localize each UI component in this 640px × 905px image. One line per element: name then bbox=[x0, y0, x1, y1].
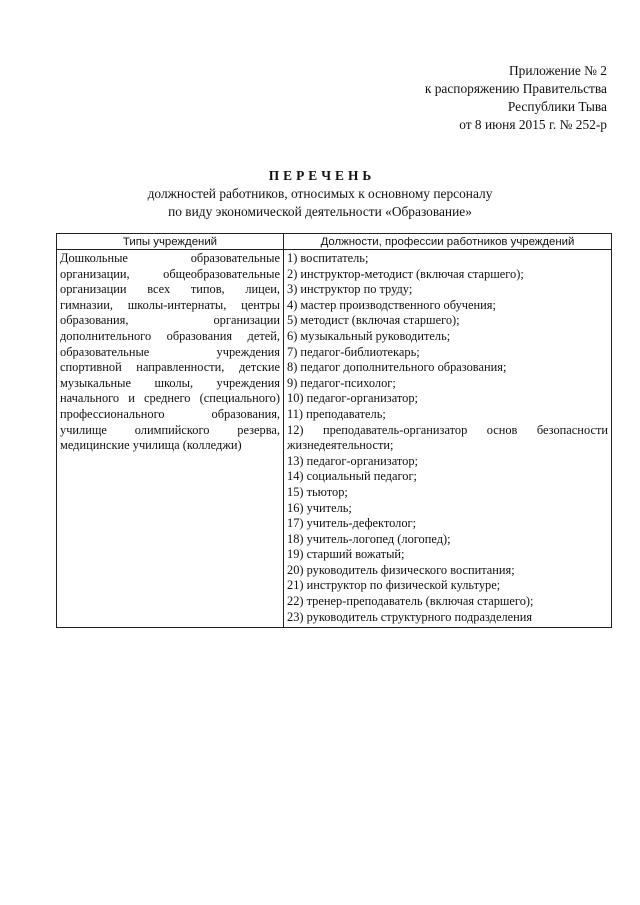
list-item: 4) мастер производственного обучения; bbox=[287, 297, 496, 312]
column-header-positions: Должности, профессии работников учреждений bbox=[284, 234, 612, 250]
list-item: 12) преподаватель-организатор основ безопасности жизнедеятельности; bbox=[287, 422, 608, 453]
list-item: 21) инструктор по физической культуре; bbox=[287, 578, 501, 593]
table-row bbox=[57, 250, 612, 628]
document-title-block bbox=[30, 167, 610, 221]
list-item: 22) тренер-преподаватель (включая старшего); bbox=[287, 594, 534, 609]
list-item: 5) методист (включая старшего); bbox=[287, 313, 460, 328]
appendix-header bbox=[347, 62, 607, 134]
list-item: 19) старший вожатый; bbox=[287, 547, 405, 562]
list-item: 7) педагог-библиотекарь; bbox=[287, 344, 420, 359]
list-item: 2) инструктор-методист (включая старшего); bbox=[287, 266, 524, 281]
list-item: 20) руководитель физического воспитания; bbox=[287, 562, 515, 577]
list-item: 14) социальный педагог; bbox=[287, 469, 417, 484]
appendix-order-reference: к распоряжению Правительства bbox=[424, 81, 607, 96]
document-subtitle-line2: по виду экономической деятельности «Образование» bbox=[168, 204, 472, 219]
list-item: 15) тьютор; bbox=[287, 484, 348, 499]
institution-types-cell: Дошкольные образовательные организации, общеобразовательные организации всех типов, лицеи, гимназии, школы-интернаты, центры образования, организации дополнительного образования детей, образовательные учреждения спортивной направленности, детские музыкальные школы, учреждения начального и среднего (специального) профессионального образования, училище олимпийского резерва, медицинские училища (колледжи) bbox=[57, 250, 284, 628]
list-item: 1) воспитатель; bbox=[287, 251, 369, 265]
positions-cell bbox=[284, 250, 612, 628]
table-header-row bbox=[57, 234, 612, 250]
list-item: 13) педагог-организатор; bbox=[287, 453, 418, 468]
appendix-republic: Республики Тыва bbox=[507, 99, 607, 114]
appendix-date: от 8 июня 2015 г. № 252-р bbox=[459, 117, 607, 132]
list-item: 23) руководитель структурного подразделения bbox=[287, 609, 533, 624]
column-header-types: Типы учреждений bbox=[57, 234, 284, 250]
list-item: 16) учитель; bbox=[287, 500, 352, 515]
positions-table bbox=[56, 233, 612, 628]
list-item: 17) учитель-дефектолог; bbox=[287, 516, 417, 531]
appendix-number: Приложение № 2 bbox=[508, 63, 607, 78]
list-item: 10) педагог-организатор; bbox=[287, 391, 418, 406]
list-item: 8) педагог дополнительного образования; bbox=[287, 360, 507, 375]
document-subtitle-line1: должностей работников, относимых к основному персоналу bbox=[147, 186, 493, 201]
list-item: 3) инструктор по труду; bbox=[287, 282, 413, 297]
list-item: 11) преподаватель; bbox=[287, 406, 386, 421]
list-item: 6) музыкальный руководитель; bbox=[287, 328, 451, 343]
document-title: ПЕРЕЧЕНЬ bbox=[268, 168, 376, 183]
list-item: 18) учитель-логопед (логопед); bbox=[287, 531, 451, 546]
list-item: 9) педагог-психолог; bbox=[287, 375, 396, 390]
